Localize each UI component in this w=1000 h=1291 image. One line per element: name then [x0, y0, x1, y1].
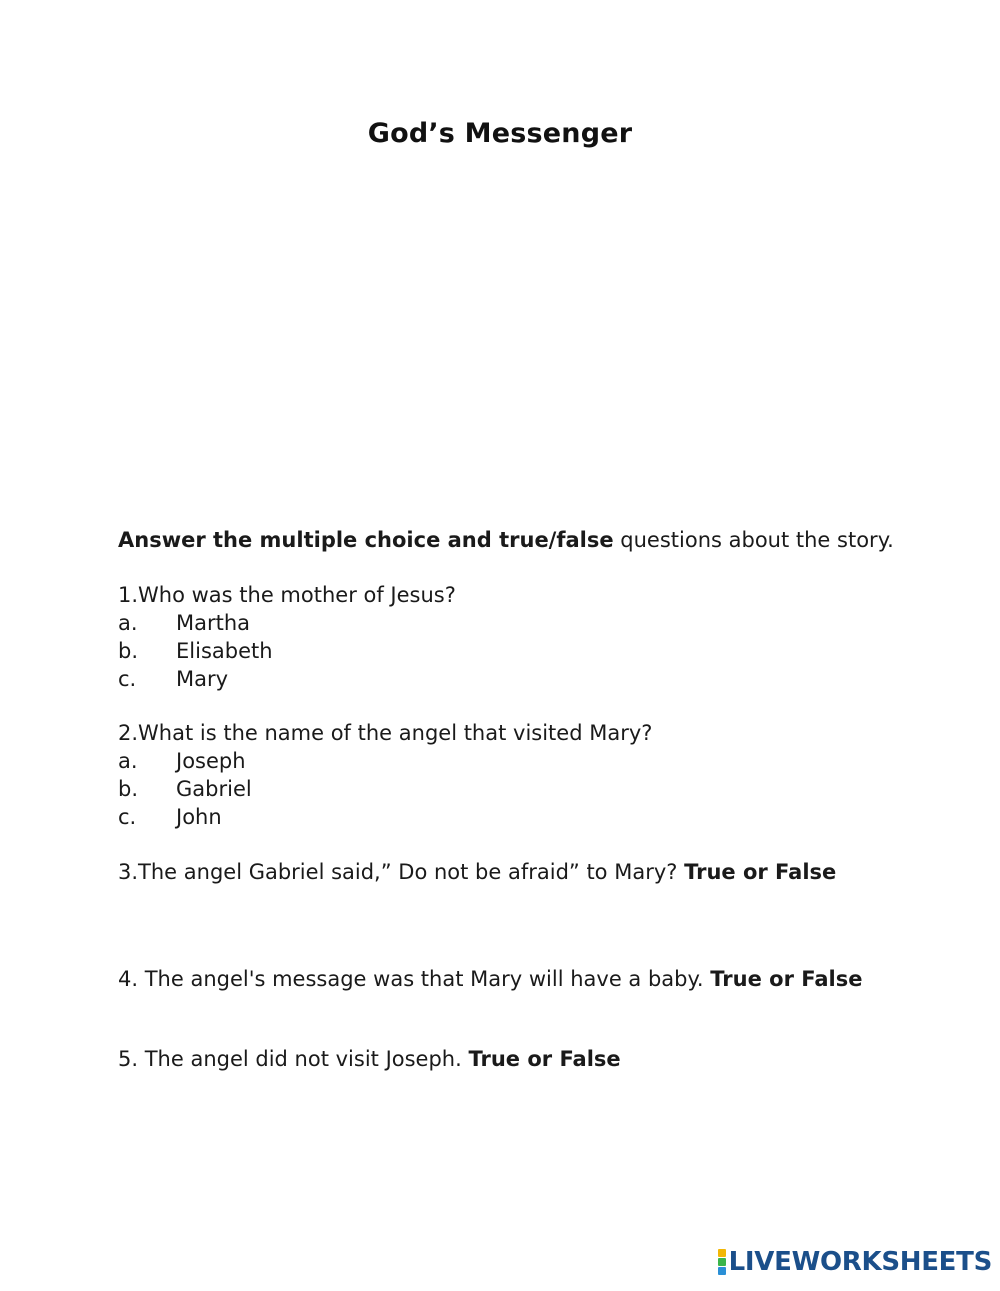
- option-label: Martha: [176, 611, 251, 635]
- question-1: [118, 581, 918, 693]
- option-b[interactable]: [118, 775, 918, 803]
- question-4: [118, 965, 862, 993]
- question-text: 3.The angel Gabriel said,” Do not be afraid” to Mary?: [118, 860, 685, 884]
- question-text: 5. The angel did not visit Joseph.: [118, 1047, 469, 1071]
- logo-block-1: [718, 1249, 726, 1257]
- option-label: John: [176, 805, 222, 829]
- option-letter: a.: [118, 611, 138, 635]
- option-label: Gabriel: [176, 777, 252, 801]
- option-letter: a.: [118, 749, 138, 773]
- option-a[interactable]: [118, 747, 918, 775]
- true-false-answer[interactable]: True or False: [710, 967, 863, 991]
- option-letter: c.: [118, 805, 137, 829]
- question-text: 2.What is the name of the angel that visited Mary?: [118, 721, 653, 745]
- logo-block-3: [718, 1267, 726, 1275]
- option-a[interactable]: [118, 609, 918, 637]
- question-5: [118, 1045, 621, 1073]
- logo-mark-icon: [718, 1249, 726, 1275]
- option-label: Joseph: [176, 749, 246, 773]
- instructions: [118, 526, 918, 554]
- worksheet-content: [118, 526, 918, 857]
- page-title: God’s Messenger: [367, 118, 633, 149]
- question-text: 1.Who was the mother of Jesus?: [118, 583, 456, 607]
- options-list: [118, 747, 918, 831]
- instructions-rest: questions about the story.: [613, 528, 894, 552]
- instructions-bold: Answer the multiple choice and true/false: [118, 528, 614, 552]
- true-false-answer[interactable]: True or False: [684, 860, 837, 884]
- question-text: 4. The angel's message was that Mary will have a baby.: [118, 967, 711, 991]
- logo-block-2: [718, 1258, 726, 1266]
- option-letter: c.: [118, 667, 137, 691]
- option-b[interactable]: [118, 637, 918, 665]
- options-list: [118, 609, 918, 693]
- option-letter: b.: [118, 777, 139, 801]
- option-c[interactable]: [118, 803, 918, 831]
- true-false-answer[interactable]: True or False: [468, 1047, 621, 1071]
- question-2: [118, 719, 918, 831]
- option-label: Mary: [176, 667, 229, 691]
- question-3: [118, 858, 836, 886]
- option-label: Elisabeth: [176, 639, 273, 663]
- option-c[interactable]: [118, 665, 918, 693]
- logo-text: LIVEWORKSHEETS: [728, 1247, 992, 1277]
- option-letter: b.: [118, 639, 139, 663]
- liveworksheets-logo: [718, 1247, 992, 1277]
